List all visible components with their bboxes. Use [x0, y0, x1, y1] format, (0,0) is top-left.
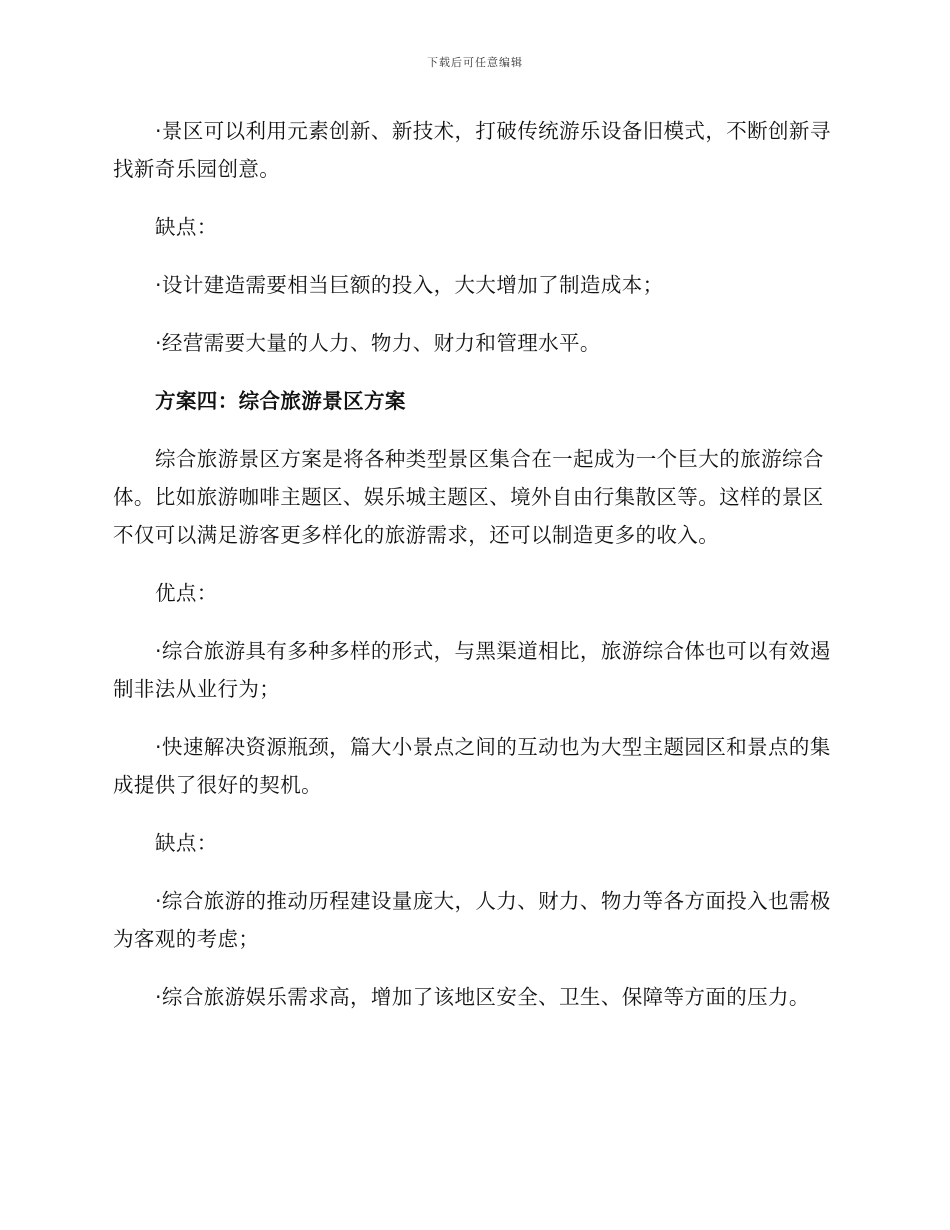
paragraph-plan-four-description: 综合旅游景区方案是将各种类型景区集合在一起成为一个巨大的旅游综合体。比如旅游咖啡主题区、娱乐城主题区、境外自由行集散区等。这样的景区不仅可以满足游客更多样化的旅游需求，还可以制造更多的收入。 [113, 447, 824, 547]
heading-disadvantages: 缺点： [155, 215, 218, 239]
heading-advantages: 优点： [155, 581, 218, 605]
paragraph-operation: ·经营需要大量的人力、物力、财力和管理水平。 [155, 331, 601, 355]
document-body [113, 112, 833, 1036]
paragraph-advantage-forms: ·综合旅游具有多种多样的形式，与黑渠道相比，旅游综合体也可以有效遏制非法从业行为； [113, 639, 831, 701]
paragraph-disadvantage-construction: ·综合旅游的推动历程建设量庞大，人力、财力、物力等各方面投入也需极为客观的考虑； [113, 889, 831, 951]
paragraph-cost: ·设计建造需要相当巨额的投入，大大增加了制造成本； [155, 273, 664, 297]
paragraph-innovation: ·景区可以利用元素创新、新技术，打破传统游乐设备旧模式，不断创新寻找新奇乐园创意。 [113, 119, 831, 181]
page-header: 下载后可任意编辑 [427, 56, 523, 69]
heading-disadvantages-2: 缺点： [155, 831, 218, 855]
paragraph-disadvantage-pressure: ·综合旅游娱乐需求高，增加了该地区安全、卫生、保障等方面的压力。 [155, 985, 810, 1009]
section-title-plan-four: 方案四：综合旅游景区方案 [155, 389, 406, 413]
paragraph-advantage-resources: ·快速解决资源瓶颈，篇大小景点之间的互动也为大型主题园区和景点的集成提供了很好的契机。 [113, 735, 831, 797]
